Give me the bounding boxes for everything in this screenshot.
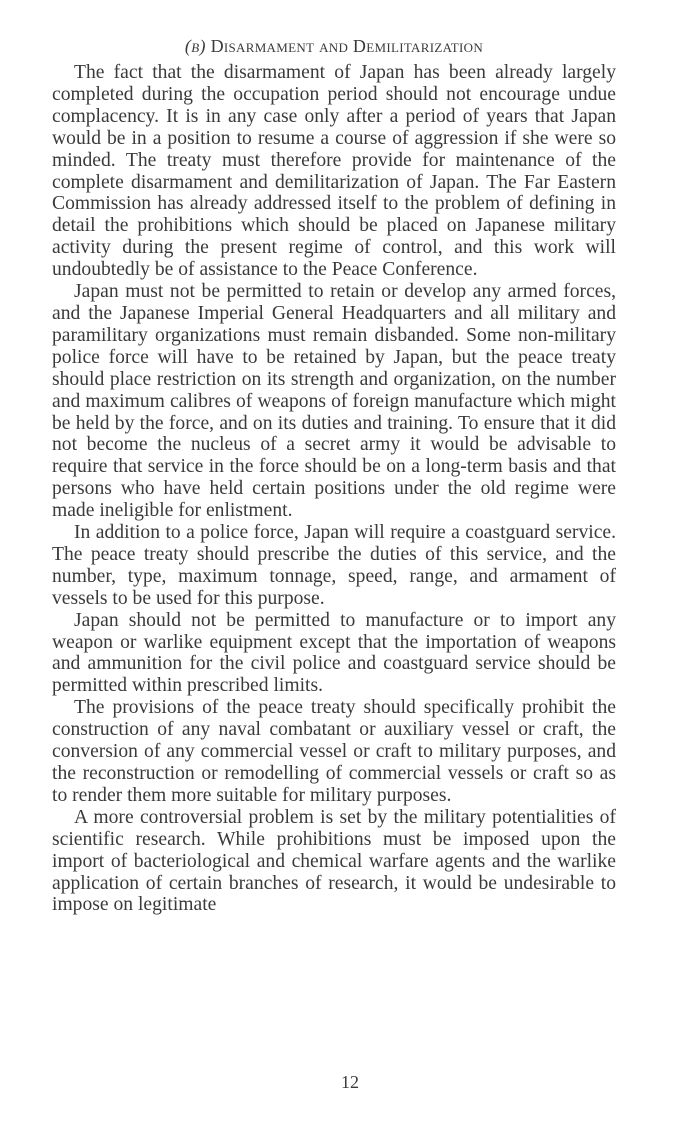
section-title: Disarmament and Demilitarization bbox=[210, 36, 484, 56]
paragraph-naval-construction: The provisions of the peace treaty should specifically prohibit the construction of any naval combatant or auxiliary vessel or craft, the conversion of any commercial vessel or craft to military purposes, and the reconstruction or remodelling of commercial vessels or craft so as to render them more suitable for military purposes. bbox=[52, 697, 616, 806]
paragraph-weapons-import: Japan should not be permitted to manufacture or to import any weapon or warlike equipment except that the importation of weapons and ammunition for the civil police and coastguard service should be permitted within prescribed limits. bbox=[52, 609, 616, 697]
paragraph-coastguard: In addition to a police force, Japan will require a coastguard service. The peace treaty should prescribe the duties of this service, and the number, type, maximum tonnage, speed, range, and armament of vessels to be used for this purpose. bbox=[52, 522, 616, 609]
paragraph-armed-forces: Japan must not be permitted to retain or develop any armed forces, and the Japanese Imperial General Headquarters and all military and paramilitary organizations must remain disbanded. Some non-military police force will have to be retained by Japan, but the peace treaty should place restriction on its strength and organization, on the number and maximum calibres of weapons of foreign manufacture which might be held by the force, and on its duties and training. To ensure that it did not become the nucleus of a secret army it would be advisable to require that service in the force should be on a long-term basis and that persons who have held certain positions under the old regime were made ineligible for enlistment. bbox=[52, 281, 616, 522]
section-letter: (b) bbox=[184, 36, 206, 56]
document-page bbox=[52, 34, 616, 916]
paragraph-scientific-research: A more controversial problem is set by the military potentialities of scientific research. While prohibitions must be imposed upon the import of bacteriological and chemical warfare agents and the warlike application of certain branches of research, it would be undesirable to impose on legitimate bbox=[52, 806, 616, 916]
page-number: 12 bbox=[341, 1072, 359, 1092]
section-heading bbox=[52, 34, 616, 58]
paragraph-disarmament-intro: The fact that the disarmament of Japan has been already largely completed during the occupation period should not encourage undue complacency. It is in any case only after a period of years that Japan would be in a position to resume a course of aggression if she were so minded. The treaty must therefore provide for maintenance of the complete disarmament and demilitarization of Japan. The Far Eastern Commission has already addressed itself to the problem of defining in detail the prohibitions which should be placed on Japanese military activity during the present regime of control, and this work will undoubtedly be of assistance to the Peace Conference. bbox=[52, 62, 616, 281]
